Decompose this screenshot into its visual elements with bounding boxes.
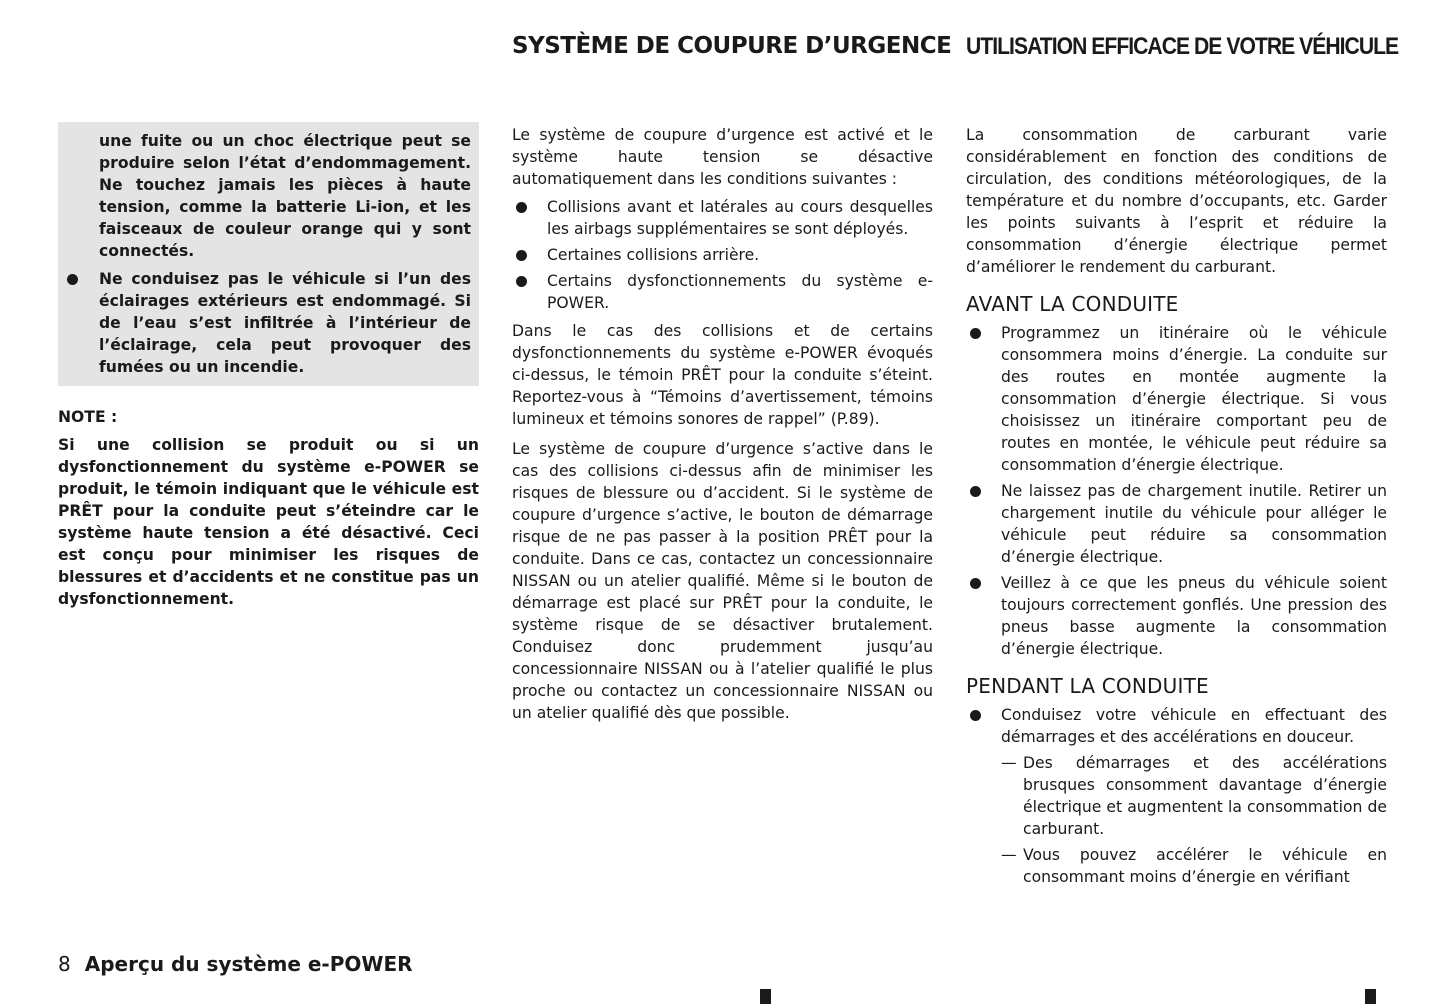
list-item-text: Ne laissez pas de chargement inutile. Retirer un chargement inutile du véhicule pour alléger le véhicule peut réduire sa consommation d’énergie électrique. xyxy=(1001,482,1387,566)
crop-mark xyxy=(1365,989,1376,1004)
paragraph: La consommation de carburant varie considérablement en fonction des conditions de circulation, des conditions météorologiques, de la température et du nombre d’occupants, etc. Garder les points suivants à l’esprit et réduire la consommation d’énergie électrique permet d’améliorer le rendement du carburant. xyxy=(966,126,1387,276)
note-title: NOTE : xyxy=(58,408,118,426)
bullet-icon xyxy=(516,202,527,213)
dash-marker: — xyxy=(1001,846,1017,864)
dash-item-text: Vous pouvez accélérer le véhicule en consommant moins d’énergie en vérifiant xyxy=(1023,846,1387,886)
list-item-text: Certains dysfonctionnements du système e-POWER. xyxy=(547,272,933,312)
warning-box xyxy=(58,122,479,386)
section-title-emergency-shutoff: SYSTÈME DE COUPURE D’URGENCE xyxy=(512,33,952,59)
list-item xyxy=(966,572,1387,660)
warning-text: Ne conduisez pas le véhicule si l’un des éclairages extérieurs est endommagé. Si de l’eau s’est infiltrée à l’intérieur de l’éclairage, cela peut provoquer des fumées ou un incendie. xyxy=(99,270,471,376)
chapter-title: Aperçu du système e-POWER xyxy=(84,952,413,976)
right-column xyxy=(966,124,1387,894)
subsection-title-while-driving: PENDANT LA CONDUITE xyxy=(966,674,1209,698)
bullet-icon xyxy=(970,710,981,721)
list-item-text: Conduisez votre véhicule en effectuant des démarrages et des accélérations en douceur. xyxy=(1001,706,1387,746)
list-item-text: Certaines collisions arrière. xyxy=(547,246,760,264)
page-number: 8 xyxy=(58,952,71,976)
list-item xyxy=(966,704,1387,888)
bullet-list xyxy=(512,196,933,314)
bullet-icon xyxy=(516,276,527,287)
warning-text: une fuite ou un choc électrique peut se produire selon l’état d’endommagement. Ne touchez jamais les pièces à haute tension, comme la batterie Li-ion, et les faisceaux de couleur orange qui y sont connectés. xyxy=(99,132,471,260)
list-item-text: Programmez un itinéraire où le véhicule consommera moins d’énergie. La conduite sur des routes en montée augmente la consommation d’énergie électrique. Si vous choisissez un itinéraire comportant peu de routes en montée, le véhicule peut réduire sa consommation d’énergie électrique. xyxy=(1001,324,1387,474)
list-item-text: Collisions avant et latérales au cours desquelles les airbags supplémentaires se sont déployés. xyxy=(547,198,933,238)
list-item xyxy=(512,196,933,240)
dash-item xyxy=(1001,752,1387,840)
list-item xyxy=(512,270,933,314)
paragraph: Dans le cas des collisions et de certains dysfonctionnements du système e-POWER évoqués ci-dessus, le témoin PRÊT pour la conduite s’éteint. Reportez-vous à “Témoins d’avertissement, témoins lumineux et témoins sonores de rappel” (P.89). xyxy=(512,322,933,428)
dash-item-text: Des démarrages et des accélérations brusques consomment davantage d’énergie électrique et augmentent la consommation de carburant. xyxy=(1023,754,1387,838)
dash-list xyxy=(1001,752,1387,888)
warning-item xyxy=(58,268,471,378)
bullet-icon xyxy=(970,328,981,339)
bullet-list xyxy=(966,322,1387,660)
page-footer xyxy=(58,952,413,976)
warning-continuation xyxy=(58,130,471,262)
list-item xyxy=(512,244,933,266)
list-item xyxy=(966,322,1387,476)
bullet-icon xyxy=(970,578,981,589)
crop-mark xyxy=(760,989,771,1004)
bullet-icon xyxy=(67,274,78,285)
left-column xyxy=(58,122,479,610)
list-item xyxy=(966,480,1387,568)
bullet-icon xyxy=(970,486,981,497)
list-item-text: Veillez à ce que les pneus du véhicule soient toujours correctement gonflés. Une pression des pneus basse augmente la consommation d’énergie électrique. xyxy=(1001,574,1387,658)
section-title-efficient-use: UTILISATION EFFICACE DE VOTRE VÉHICULE xyxy=(966,33,1399,60)
bullet-list xyxy=(966,704,1387,888)
paragraph: Le système de coupure d’urgence est activé et le système haute tension se désactive automatiquement dans les conditions suivantes : xyxy=(512,126,933,188)
bullet-icon xyxy=(516,250,527,261)
note-body: Si une collision se produit ou si un dysfonctionnement du système e-POWER se produit, le témoin indiquant que le véhicule est PRÊT pour la conduite peut s’éteindre car le système haute tension a été désactivé. Ceci est conçu pour minimiser les risques de blessures et d’accidents et ne constitue pas un dysfonctionnement. xyxy=(58,436,479,608)
subsection-title-before-driving: AVANT LA CONDUITE xyxy=(966,292,1179,316)
middle-column xyxy=(512,124,933,724)
dash-marker: — xyxy=(1001,754,1017,772)
dash-item xyxy=(1001,844,1387,888)
paragraph: Le système de coupure d’urgence s’active dans le cas des collisions ci-dessus afin de minimiser les risques de blessure ou d’accident. Si le système de coupure d’urgence s’active, le bouton de démarrage risque de ne pas passer à la position PRÊT pour la conduite. Dans ce cas, contactez un concessionnaire NISSAN ou un atelier qualifié. Même si le bouton de démarrage est placé sur PRÊT pour la conduite, le système risque de se désactiver brutalement. Conduisez donc prudemment jusqu’au concessionnaire NISSAN ou à l’atelier qualifié le plus proche ou contactez un concessionnaire NISSAN ou un atelier qualifié dès que possible. xyxy=(512,440,933,722)
